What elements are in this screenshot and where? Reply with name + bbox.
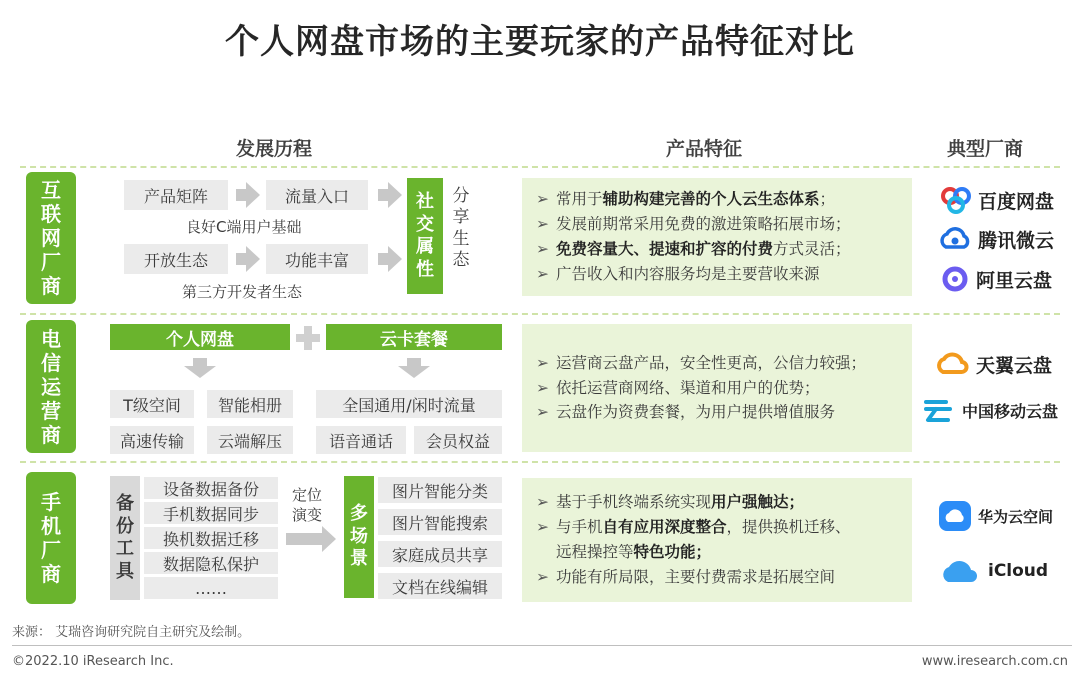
pill-rich-features: 功能丰富 [266, 244, 368, 274]
feature-item: ➢ 功能有所局限，主要付费需求是拓展空间 [536, 567, 836, 586]
feature-item: ➢ 与手机自有应用深度整合，提供换机迁移、 [536, 518, 851, 537]
feature-item: ➢ 基于手机终端系统实现用户强触达； [536, 493, 805, 512]
arrow-right-icon [236, 182, 260, 208]
tool-more: …… [144, 577, 278, 599]
position-shift-text: 定位演变 [292, 486, 323, 524]
row-label-internet: 互 联 网 厂 商 [26, 172, 76, 304]
header-history: 发展历程 [236, 138, 313, 160]
arrow-right-icon [236, 246, 260, 272]
features-internet [522, 178, 912, 296]
page-title: 个人网盘市场的主要玩家的产品特征对比 [225, 22, 855, 62]
personal-netdisk-bar: 个人网盘 [110, 324, 290, 350]
feature-item: ➢ 运营商云盘产品，安全性更高，公信力较强； [536, 353, 867, 372]
multi-scene-box: 多 场 景 [344, 476, 374, 598]
share-ecosystem-text: 分 享 生 态 [452, 186, 470, 270]
vendor-baidu: 百度网盘 [940, 186, 1054, 214]
arrow-right-icon [286, 526, 336, 552]
social-attribute-box: 社 交 属 性 [407, 178, 443, 294]
divider [20, 313, 1060, 315]
arrow-right-icon [378, 246, 402, 272]
tencent-weiyun-icon [938, 225, 972, 253]
feature-item: ➢ 常用于辅助构建完善的个人云生态体系； [536, 190, 836, 209]
tianyi-cloud-icon [934, 350, 970, 378]
pill-open-ecosystem: 开放生态 [124, 244, 228, 274]
arrow-right-icon [378, 182, 402, 208]
tool-privacy: 数据隐私保护 [144, 552, 278, 574]
divider [20, 166, 1060, 168]
plus-icon [296, 326, 320, 350]
row-label-telecom: 电 信 运 营 商 [26, 320, 76, 453]
vendor-tencent: 腾讯微云 [938, 225, 1054, 253]
scene-doc-edit: 文档在线编辑 [378, 573, 502, 599]
vendor-icloud: iCloud [938, 556, 1048, 586]
icloud-icon [938, 556, 982, 586]
item-t-storage: T级空间 [110, 390, 194, 418]
source-note: 来源： 艾瑞咨询研究院自主研究及绘制。 [12, 625, 251, 640]
item-voice-call: 语音通话 [316, 426, 406, 454]
note-developer-ecosystem: 第三方开发者生态 [182, 283, 303, 301]
item-member-rights: 会员权益 [414, 426, 502, 454]
header-features: 产品特征 [666, 138, 743, 160]
item-fast-transfer: 高速传输 [110, 426, 194, 454]
item-smart-album: 智能相册 [207, 390, 293, 418]
features-phone [522, 478, 912, 602]
tool-migration: 换机数据迁移 [144, 527, 278, 549]
vendor-tianyi: 天翼云盘 [934, 350, 1052, 378]
arrow-down-icon [398, 358, 430, 378]
item-national-traffic: 全国通用/闲时流量 [316, 390, 502, 418]
note-user-base: 良好C端用户基础 [186, 218, 302, 236]
features-telecom [522, 324, 912, 452]
feature-item: ➢ 发展前期常采用免费的激进策略拓展市场； [536, 215, 851, 234]
feature-item: ➢ 免费容量大、提速和扩容的付费方式灵活； [536, 240, 851, 258]
scene-photo-classify: 图片智能分类 [378, 477, 502, 503]
item-cloud-unzip: 云端解压 [207, 426, 293, 454]
vendor-china-mobile: 中国移动云盘 [922, 396, 1058, 424]
feature-item: ➢ 广告收入和内容服务均是主要营收来源 [536, 264, 820, 283]
feature-item: 远程操控等特色功能； [556, 543, 712, 561]
feature-item: ➢ 云盘作为资费套餐，为用户提供增值服务 [536, 403, 836, 422]
header-vendors: 典型厂商 [947, 138, 1024, 160]
china-mobile-cloud-icon [922, 396, 956, 424]
arrow-down-icon [184, 358, 216, 378]
vendor-huawei: 华为云空间 [938, 500, 1053, 532]
pill-product-matrix: 产品矩阵 [124, 180, 228, 210]
aliyun-drive-icon [940, 265, 970, 293]
huawei-cloud-icon [938, 500, 972, 532]
vendor-aliyun: 阿里云盘 [940, 265, 1052, 293]
tool-phone-sync: 手机数据同步 [144, 502, 278, 524]
row-label-phone: 手 机 厂 商 [26, 472, 76, 604]
footer-divider [12, 645, 1072, 646]
scene-photo-search: 图片智能搜索 [378, 509, 502, 535]
tool-device-backup: 设备数据备份 [144, 477, 278, 499]
divider [20, 461, 1060, 463]
website-link[interactable]: www.iresearch.com.cn [921, 654, 1068, 669]
cloud-card-package-bar: 云卡套餐 [326, 324, 502, 350]
baidu-netdisk-icon [940, 186, 972, 214]
feature-item: ➢ 依托运营商网络、渠道和用户的优势； [536, 378, 820, 397]
pill-traffic-entry: 流量入口 [266, 180, 368, 210]
backup-tool-box: 备 份 工 具 [110, 476, 140, 600]
scene-family-share: 家庭成员共享 [378, 541, 502, 567]
copyright: ©2022.10 iResearch Inc. [12, 654, 174, 669]
